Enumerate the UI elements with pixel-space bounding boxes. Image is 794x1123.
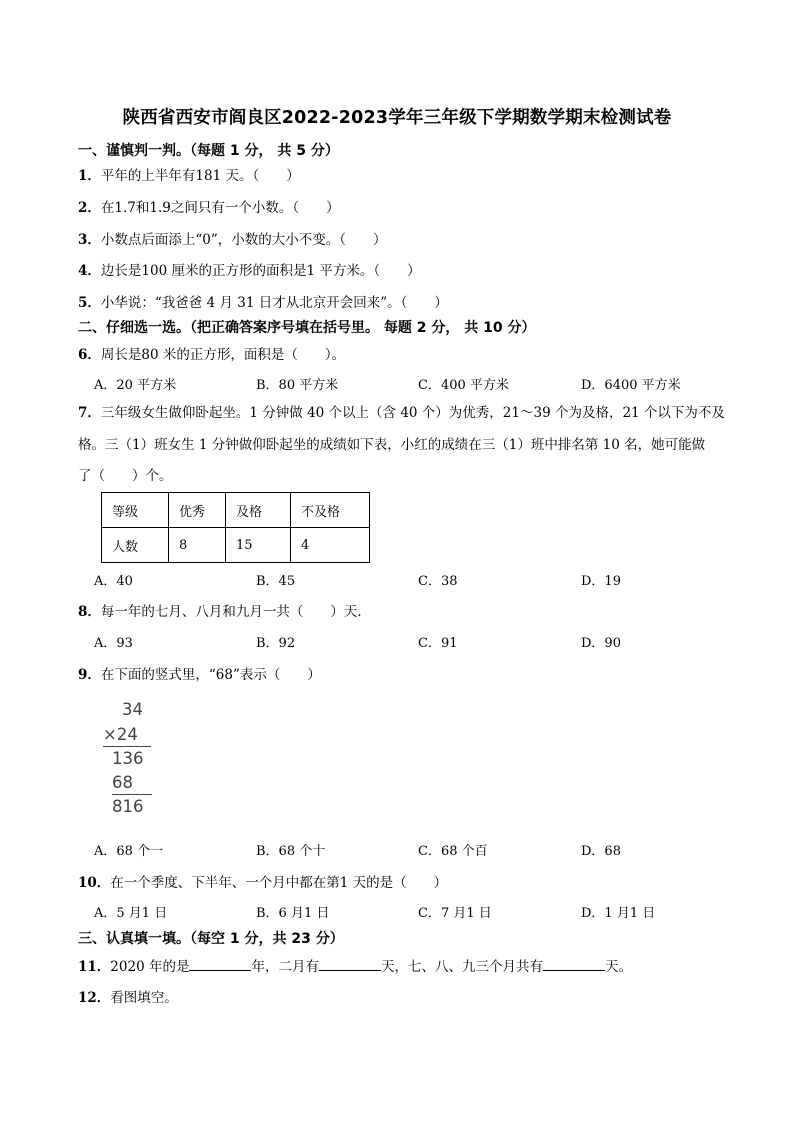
question-text: 看图填空。 — [110, 990, 178, 1006]
option-d: D．6400 平方米 — [581, 378, 681, 393]
option-b: B．92 — [256, 636, 296, 651]
partial-product-1: 136 — [112, 748, 144, 768]
table-row — [102, 528, 370, 563]
question-number: 4． — [78, 263, 101, 279]
question-number: 2． — [78, 200, 101, 216]
question-3 — [78, 228, 387, 248]
question-text-part-3: 天，七、八、九三个月共有 — [380, 959, 543, 975]
question-text-part-1: 2020 年的是 — [110, 959, 190, 975]
question-9 — [78, 663, 321, 683]
vertical-multiplication — [103, 698, 151, 820]
multiplicand: 34 — [122, 700, 143, 719]
question-text-part-4: 天。 — [604, 959, 632, 975]
page-title: 陕西省西安市阎良区2022-2023学年三年级下学期数学期末检测试卷 — [122, 108, 672, 128]
question-7 — [78, 398, 758, 493]
option-a: A．93 — [94, 636, 133, 651]
partial-product-2: 68 — [112, 771, 152, 795]
question-number: 3． — [78, 232, 101, 248]
answer-blank-2[interactable] — [319, 958, 381, 971]
answer-blank-3[interactable] — [543, 958, 605, 971]
question-text: 边长是100 厘米的正方形的面积是1 平方米。（ ） — [100, 263, 421, 279]
section-heading-3: 三、认真填一填。（每空 1 分，共 23 分） — [78, 931, 344, 947]
option-c: C．38 — [418, 574, 458, 589]
question-8 — [78, 600, 371, 620]
question-11 — [78, 955, 632, 975]
answer-blank-1[interactable] — [189, 958, 251, 971]
question-text: 小华说：“我爸爸 4 月 31 日才从北京开会回来”。（ ） — [100, 295, 448, 311]
option-b: B．6 月1 日 — [256, 906, 330, 921]
question-text: 每一年的七月、八月和九月一共（ ）天． — [100, 604, 371, 620]
question-number: 10． — [78, 875, 111, 891]
option-a: A．5 月1 日 — [94, 906, 168, 921]
question-text: 周长是80 米的正方形，面积是（ ）。 — [100, 347, 346, 363]
table-cell: 人数 — [102, 528, 169, 563]
section-heading-1: 一、谨慎判一判。（每题 1 分， 共 5 分） — [78, 143, 339, 159]
question-text-line-1: 三年级女生做仰卧起坐。1 分钟做 40 个以上（含 40 个）为优秀，21～39 个为及格，21 个以下为不及 — [100, 405, 725, 421]
question-text: 平年的上半年有181 天。（ ） — [100, 168, 300, 184]
section-heading-2: 二、仔细选一选。（把正确答案序号填在括号里。 每题 2 分， 共 10 分） — [78, 320, 536, 336]
question-text: 小数点后面添上“0”，小数的大小不变。（ ） — [100, 232, 387, 248]
question-number: 11． — [78, 959, 111, 975]
table-cell: 4 — [291, 528, 370, 563]
option-a: A．68 个一 — [94, 844, 164, 859]
option-a: A．20 平方米 — [94, 378, 177, 393]
question-6 — [78, 343, 345, 363]
question-5 — [78, 291, 448, 311]
option-d: D．68 — [581, 844, 621, 859]
question-number: 12． — [78, 990, 111, 1006]
question-text-line-2: 格。三（1）班女生 1 分钟做仰卧起坐的成绩如下表，小红的成绩在三（1）班中排名第 10 名，她可能做 — [78, 436, 706, 453]
option-b: B．45 — [256, 574, 296, 589]
question-text: 在一个季度、下半年、一个月中都在第1 天的是（ ） — [110, 875, 448, 891]
question-10 — [78, 871, 447, 891]
product: 816 — [112, 797, 144, 816]
option-d: D．90 — [581, 636, 621, 651]
option-c: C．68 个百 — [418, 844, 488, 859]
table-cell: 及格 — [226, 493, 291, 528]
option-c: C．91 — [418, 636, 458, 651]
question-text: 在1.7和1.9之间只有一个小数。（ ） — [100, 200, 340, 216]
table-cell: 等级 — [102, 493, 169, 528]
multiplier-row: ×24 — [103, 723, 151, 747]
grade-table — [101, 492, 370, 563]
table-cell: 8 — [169, 528, 226, 563]
question-number: 9． — [78, 667, 101, 683]
question-1 — [78, 164, 300, 184]
option-b: B．68 个十 — [256, 844, 326, 859]
option-c: C．7 月1 日 — [418, 906, 492, 921]
question-text-part-2: 年，二月有 — [251, 959, 319, 975]
option-d: D．19 — [581, 574, 621, 589]
option-b: B．80 平方米 — [256, 378, 339, 393]
question-number: 8． — [78, 604, 101, 620]
option-c: C．400 平方米 — [418, 378, 509, 393]
question-2 — [78, 196, 340, 216]
question-4 — [78, 259, 421, 279]
option-d: D．1 月1 日 — [581, 906, 656, 921]
table-cell: 优秀 — [169, 493, 226, 528]
table-row — [102, 493, 370, 528]
question-number: 6． — [78, 347, 101, 363]
question-number: 5． — [78, 295, 101, 311]
table-cell: 不及格 — [291, 493, 370, 528]
option-a: A．40 — [94, 574, 133, 589]
question-number: 7． — [78, 405, 101, 421]
question-text: 在下面的竖式里，“68”表示（ ） — [100, 667, 321, 683]
question-text-line-3: 了（ ）个。 — [78, 468, 173, 484]
question-12 — [78, 986, 178, 1006]
question-number: 1． — [78, 168, 101, 184]
table-cell: 15 — [226, 528, 291, 563]
